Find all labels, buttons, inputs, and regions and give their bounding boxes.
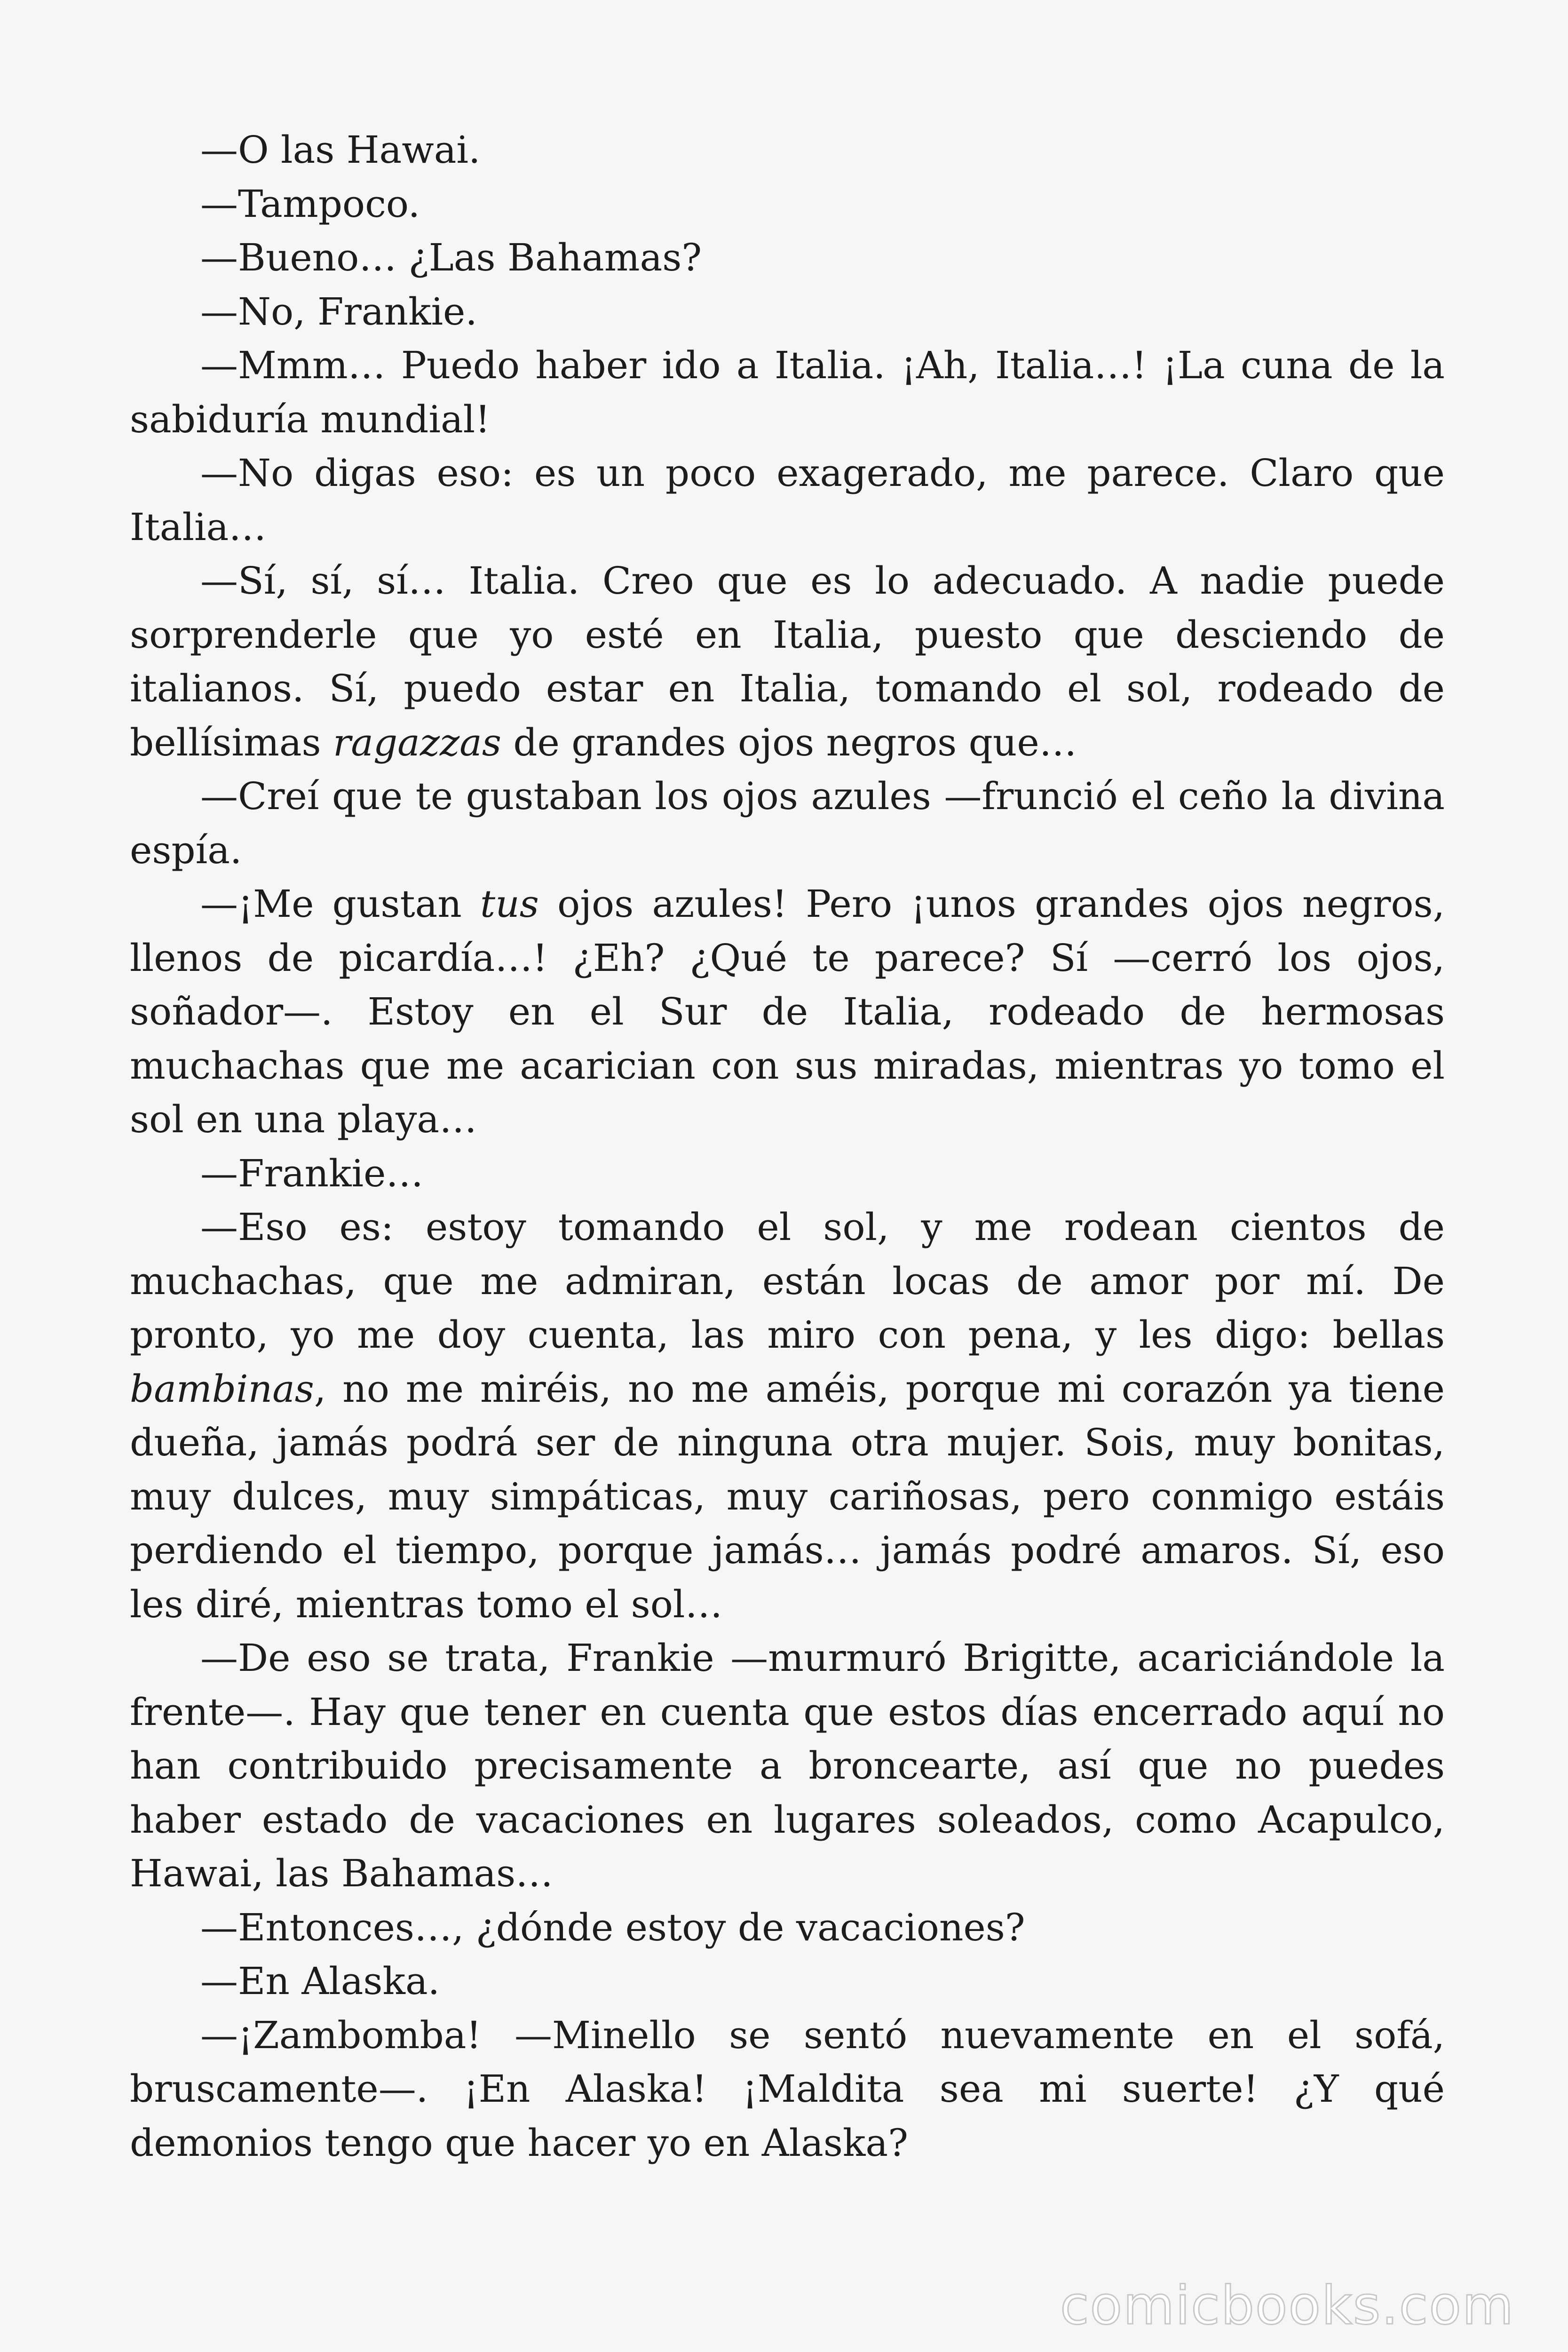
- italic-word: tus: [480, 882, 539, 926]
- body-text: [130, 123, 1445, 2170]
- text-run: —No digas eso: es un poco exagerado, me parece. Claro que Italia…: [130, 451, 1445, 549]
- paragraph: [130, 770, 1445, 877]
- text-run: , no me miréis, no me améis, porque mi corazón ya tiene dueña, jamás podrá ser de ninguna otra mujer. Sois, muy bonitas, muy dulces, muy simpáticas, muy cariñosas, pero conmigo estáis perdiendo el tiempo, porque jamás… jamás podré amaros. Sí, eso les diré, mientras tomo el sol…: [130, 1367, 1445, 1626]
- text-run: —Tampoco.: [200, 182, 420, 226]
- paragraph: [130, 1147, 1445, 1201]
- text-run: —No, Frankie.: [200, 289, 477, 334]
- text-run: —Bueno… ¿Las Bahamas?: [200, 236, 702, 279]
- text-run: ojos azules! Pero ¡unos grandes ojos negros, llenos de picardía…! ¿Eh? ¿Qué te parece? Sí —cerró los ojos, soñador—. Estoy en el Sur de Italia, rodeado de hermosas muchachas que me acarician con sus miradas, mientras yo tomo el sol en una playa…: [130, 882, 1445, 1141]
- italic-word: ragazzas: [333, 720, 501, 764]
- paragraph: [130, 554, 1445, 770]
- italic-word: bambinas: [130, 1367, 314, 1411]
- text-run: —Frankie…: [200, 1151, 424, 1195]
- text-run: —Mmm… Puedo haber ido a Italia. ¡Ah, Italia…! ¡La cuna de la sabiduría mundial!: [130, 343, 1445, 441]
- text-run: —Eso es: estoy tomando el sol, y me rodean cientos de muchachas, que me admiran, están locas de amor por mí. De pronto, yo me doy cuenta, las miro con pena, y les digo: bellas: [130, 1205, 1445, 1357]
- paragraph: [130, 877, 1445, 1147]
- text-run: —Entonces…, ¿dónde estoy de vacaciones?: [200, 1905, 1025, 1949]
- paragraph: [130, 339, 1445, 446]
- paragraph: [130, 1901, 1445, 1955]
- watermark: comicbooks.com: [1060, 2275, 1514, 2336]
- text-run: —¡Zambomba! —Minello se sentó nuevamente en el sofá, bruscamente—. ¡En Alaska! ¡Maldita sea mi suerte! ¿Y qué demonios tengo que hacer yo en Alaska?: [130, 2013, 1445, 2165]
- paragraph: [130, 285, 1445, 339]
- paragraph: [130, 1200, 1445, 1631]
- text-run: de grandes ojos negros que…: [501, 720, 1077, 764]
- paragraph: [130, 2009, 1445, 2170]
- text-run: —O las Hawai.: [200, 128, 481, 172]
- paragraph: [130, 1955, 1445, 2009]
- text-run: —Creí que te gustaban los ojos azules —frunció el ceño la divina espía.: [130, 774, 1445, 872]
- text-run: —Sí, sí, sí… Italia. Creo que es lo adecuado. A nadie puede sorprenderle que yo esté en Italia, puesto que desciendo de italianos. Sí, puedo estar en Italia, tomando el sol, rodeado de bellísimas: [130, 559, 1445, 764]
- text-run: —¡Me gustan: [200, 882, 481, 926]
- text-run: —En Alaska.: [200, 1959, 440, 2003]
- paragraph: [130, 1631, 1445, 1901]
- text-run: —De eso se trata, Frankie —murmuró Brigitte, acariciándole la frente—. Hay que tener en cuenta que estos días encerrado aquí no han contribuido precisamente a broncearte, así que no puedes haber estado de vacaciones en lugares soleados, como Acapulco, Hawai, las Bahamas…: [130, 1636, 1445, 1895]
- paragraph: [130, 446, 1445, 554]
- paragraph: [130, 231, 1445, 285]
- paragraph: [130, 177, 1445, 231]
- paragraph: [130, 123, 1445, 177]
